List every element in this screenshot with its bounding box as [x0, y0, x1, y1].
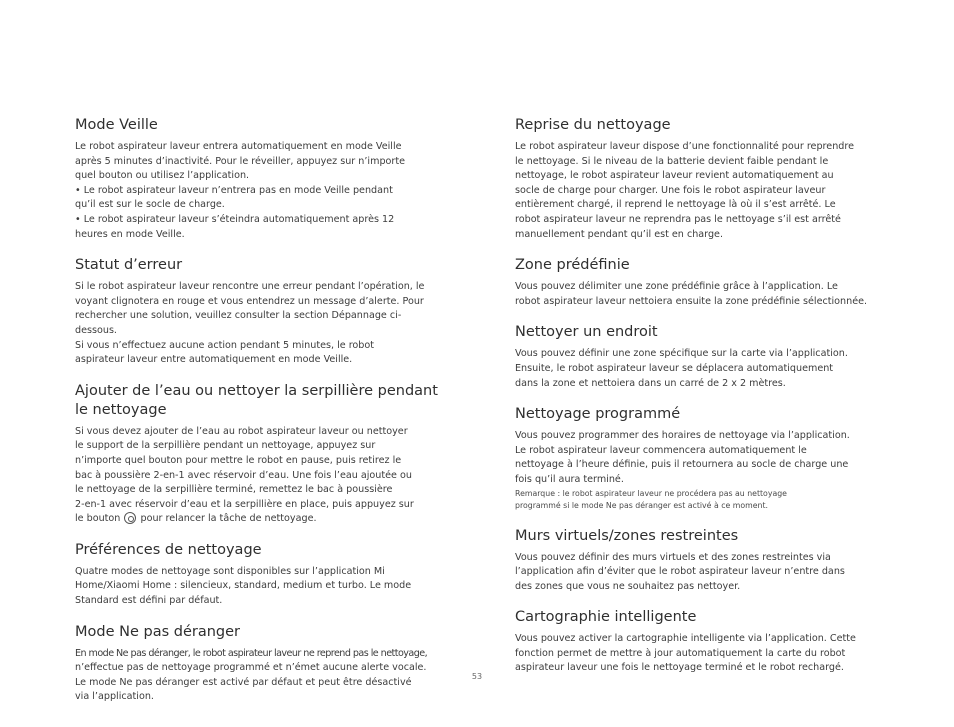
- text-fragment: pour relancer la tâche de nettoyage.: [140, 513, 317, 525]
- section-text: [515, 347, 881, 391]
- section-text: [515, 280, 881, 309]
- section-preferences: [75, 541, 441, 609]
- text-line: n’effectue pas de nettoyage programmé et n’émet aucune alerte vocale.: [75, 662, 427, 674]
- right-column: [515, 116, 881, 690]
- heading-line: Ajouter de l’eau ou nettoyer la serpillière pendant: [75, 382, 438, 399]
- section-murs-virtuels: [515, 527, 881, 595]
- text-line: Vous pouvez délimiter une zone prédéfinie grâce à l’application. Le: [515, 281, 838, 293]
- text-line: des zones que vous ne souhaitez pas nettoyer.: [515, 580, 741, 592]
- text-line: le support de la serpillière pendant un nettoyage, appuyez sur: [75, 440, 376, 452]
- text-line: Si vous devez ajouter de l’eau au robot aspirateur laveur ou nettoyer: [75, 425, 408, 437]
- note-line: Remarque : le robot aspirateur laveur ne procédera pas au nettoyage: [515, 488, 787, 498]
- text-line: fois qu’il aura terminé.: [515, 473, 624, 485]
- text-line: socle de charge pour charger. Une fois le robot aspirateur laveur: [515, 184, 826, 196]
- home-button-icon: [124, 512, 136, 524]
- text-line: quel bouton ou utilisez l’application.: [75, 170, 250, 182]
- text-fragment: le bouton: [75, 513, 121, 525]
- section-nettoyage-programme: [515, 405, 881, 512]
- remark-note: [515, 488, 881, 513]
- text-line: Quatre modes de nettoyage sont disponibles sur l’application Mi: [75, 565, 385, 577]
- section-ne-pas-deranger: [75, 623, 441, 705]
- heading-line: le nettoyage: [75, 401, 167, 418]
- text-line: Home/Xiaomi Home : silencieux, standard, medium et turbo. Le mode: [75, 580, 412, 592]
- text-line: 2-en-1 avec réservoir d’eau et la serpillière en place, puis appuyez sur: [75, 498, 414, 510]
- page-number: 53: [471, 672, 483, 681]
- text-line: Le robot aspirateur laveur entrera automatiquement en mode Veille: [75, 141, 402, 152]
- text-line: bac à poussière 2-en-1 avec réservoir d’eau. Une fois l’eau ajoutée ou: [75, 469, 412, 481]
- section-text: [515, 551, 881, 595]
- text-line: heures en mode Veille.: [75, 228, 185, 240]
- section-heading: Reprise du nettoyage: [515, 117, 671, 133]
- text-line: le nettoyage de la serpillière terminé, remettez le bac à poussière: [75, 484, 393, 496]
- text-line: robot aspirateur laveur ne reprendra pas le nettoyage s’il est arrêté: [515, 213, 841, 225]
- section-heading: Nettoyage programmé: [515, 406, 681, 423]
- text-line: [75, 512, 441, 527]
- section-text: [515, 632, 881, 676]
- text-line: entièrement chargé, il reprend le nettoyage là où il s’est arrêté. Le: [515, 199, 836, 211]
- section-statut-erreur: [75, 256, 441, 368]
- section-text: [515, 140, 881, 242]
- text-line: aspirateur laveur une fois le nettoyage terminé et le robot rechargé.: [515, 662, 844, 674]
- section-reprise: [515, 116, 881, 242]
- text-line: manuellement pendant qu’il est en charge.: [515, 228, 723, 240]
- section-nettoyer-endroit: [515, 323, 881, 391]
- bullet-line: • Le robot aspirateur laveur n’entrera pas en mode Veille pendant: [75, 184, 393, 196]
- text-line: nettoyage, le robot aspirateur laveur revient automatiquement au: [515, 170, 834, 182]
- section-ajouter-eau: [75, 382, 441, 527]
- text-line: Le robot aspirateur laveur dispose d’une fonctionnalité pour reprendre: [515, 141, 854, 152]
- text-line: Vous pouvez définir des murs virtuels et des zones restreintes via: [515, 551, 831, 563]
- section-heading: Préférences de nettoyage: [75, 541, 262, 558]
- text-line: nettoyage à l’heure définie, puis il retournera au socle de charge une: [515, 459, 849, 471]
- section-heading: Cartographie intelligente: [515, 609, 697, 626]
- text-line: Standard est défini par défaut.: [75, 595, 223, 607]
- section-heading: Murs virtuels/zones restreintes: [515, 527, 739, 544]
- text-line: rechercher une solution, veuillez consulter la section Dépannage ci-dessous.: [75, 310, 402, 336]
- section-heading: [75, 382, 441, 420]
- text-line: le nettoyage. Si le niveau de la batterie devient faible pendant le: [515, 155, 829, 167]
- section-cartographie: [515, 608, 881, 676]
- section-text: [75, 280, 441, 368]
- section-text: [75, 140, 441, 242]
- text-line: Vous pouvez programmer des horaires de nettoyage via l’application.: [515, 430, 850, 442]
- text-line: dans la zone et nettoiera dans un carré de 2 x 2 mètres.: [515, 377, 786, 389]
- section-text: [515, 429, 881, 487]
- text-line: Le mode Ne pas déranger est activé par défaut et peut être désactivé: [75, 676, 412, 688]
- note-line: programmé si le mode Ne pas déranger est activé à ce moment.: [515, 501, 768, 510]
- text-line: En mode Ne pas déranger, le robot aspirateur laveur ne reprend pas le nettoyage,: [75, 647, 428, 659]
- left-column: [75, 116, 441, 719]
- section-heading: Mode Ne pas déranger: [75, 623, 240, 640]
- section-heading: Statut d’erreur: [75, 257, 183, 274]
- text-line: via l’application.: [75, 691, 154, 703]
- text-line: Vous pouvez activer la cartographie intelligente via l’application. Cette: [515, 633, 856, 645]
- text-line: après 5 minutes d’inactivité. Pour le réveiller, appuyez sur n’importe: [75, 155, 406, 167]
- section-heading: Nettoyer un endroit: [515, 324, 658, 341]
- section-text: [75, 425, 441, 527]
- text-line: Vous pouvez définir une zone spécifique sur la carte via l’application.: [515, 348, 848, 360]
- bullet-line: • Le robot aspirateur laveur s’éteindra automatiquement après 12: [75, 213, 395, 225]
- section-text: [75, 565, 441, 609]
- text-line: Ensuite, le robot aspirateur laveur se déplacera automatiquement: [515, 362, 834, 374]
- text-line: qu’il est sur le socle de charge.: [75, 199, 225, 211]
- text-line: aspirateur laveur entre automatiquement en mode Veille.: [75, 354, 353, 366]
- text-line: l’application afin d’éviter que le robot aspirateur laveur n’entre dans: [515, 566, 845, 578]
- text-line: fonction permet de mettre à jour automatiquement la carte du robot: [515, 647, 846, 659]
- text-line: robot aspirateur laveur nettoiera ensuite la zone prédéfinie sélectionnée.: [515, 295, 868, 307]
- text-line: voyant clignotera en rouge et vous entendrez un message d’alerte. Pour: [75, 295, 424, 307]
- text-line: Si vous n’effectuez aucune action pendant 5 minutes, le robot: [75, 339, 375, 351]
- section-heading: Zone prédéfinie: [515, 257, 630, 274]
- section-heading: Mode Veille: [75, 117, 158, 133]
- text-line: Si le robot aspirateur laveur rencontre une erreur pendant l’opération, le: [75, 281, 425, 293]
- section-mode-veille: [75, 116, 441, 242]
- text-line: n’importe quel bouton pour mettre le robot en pause, puis retirez le: [75, 454, 402, 466]
- section-zone-predefinie: [515, 256, 881, 309]
- text-line: Le robot aspirateur laveur commencera automatiquement le: [515, 444, 807, 456]
